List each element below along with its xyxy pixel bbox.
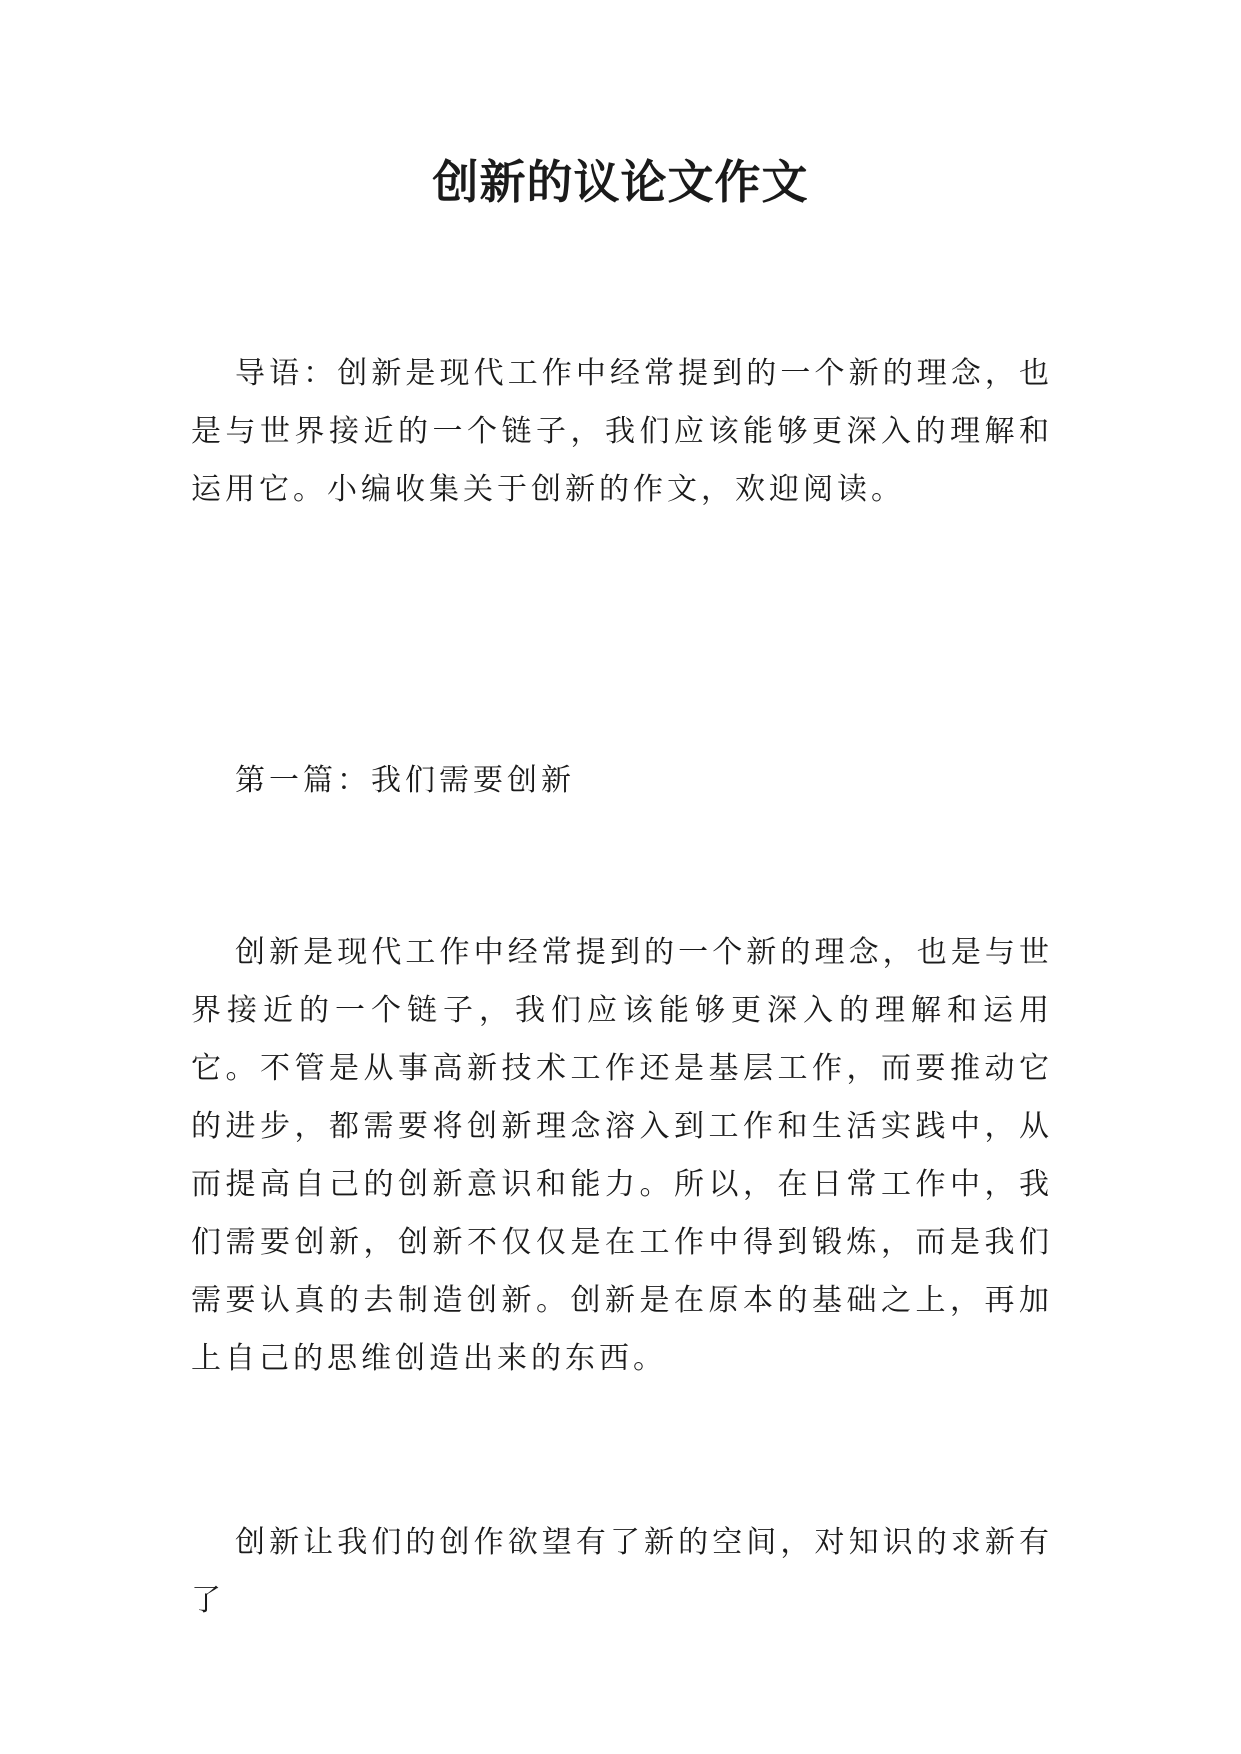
section-heading: 第一篇：我们需要创新: [235, 763, 575, 798]
intro-paragraph: 导语：创新是现代工作中经常提到的一个新的理念，也是与世界接近的一个链子，我们应该能够更深入的理解和运用它。小编收集关于创新的作文，欢迎阅读。: [191, 356, 1053, 507]
body-paragraph: 创新是现代工作中经常提到的一个新的理念，也是与世界接近的一个链子，我们应该能够更深入的理解和运用它。不管是从事高新技术工作还是基层工作，而要推动它的进步，都需要将创新理念溶入到工作和生活实践中，从而提高自己的创新意识和能力。所以，在日常工作中，我们需要创新，创新不仅仅是在工作中得到锻炼，而是我们需要认真的去制造创新。创新是在原本的基础之上，再加上自己的思维创造出来的东西。: [191, 935, 1053, 1376]
document-title: 创新的议论文作文: [432, 155, 809, 209]
body-paragraph: 创新让我们的创作欲望有了新的空间，对知识的求新有了: [191, 1525, 1053, 1618]
